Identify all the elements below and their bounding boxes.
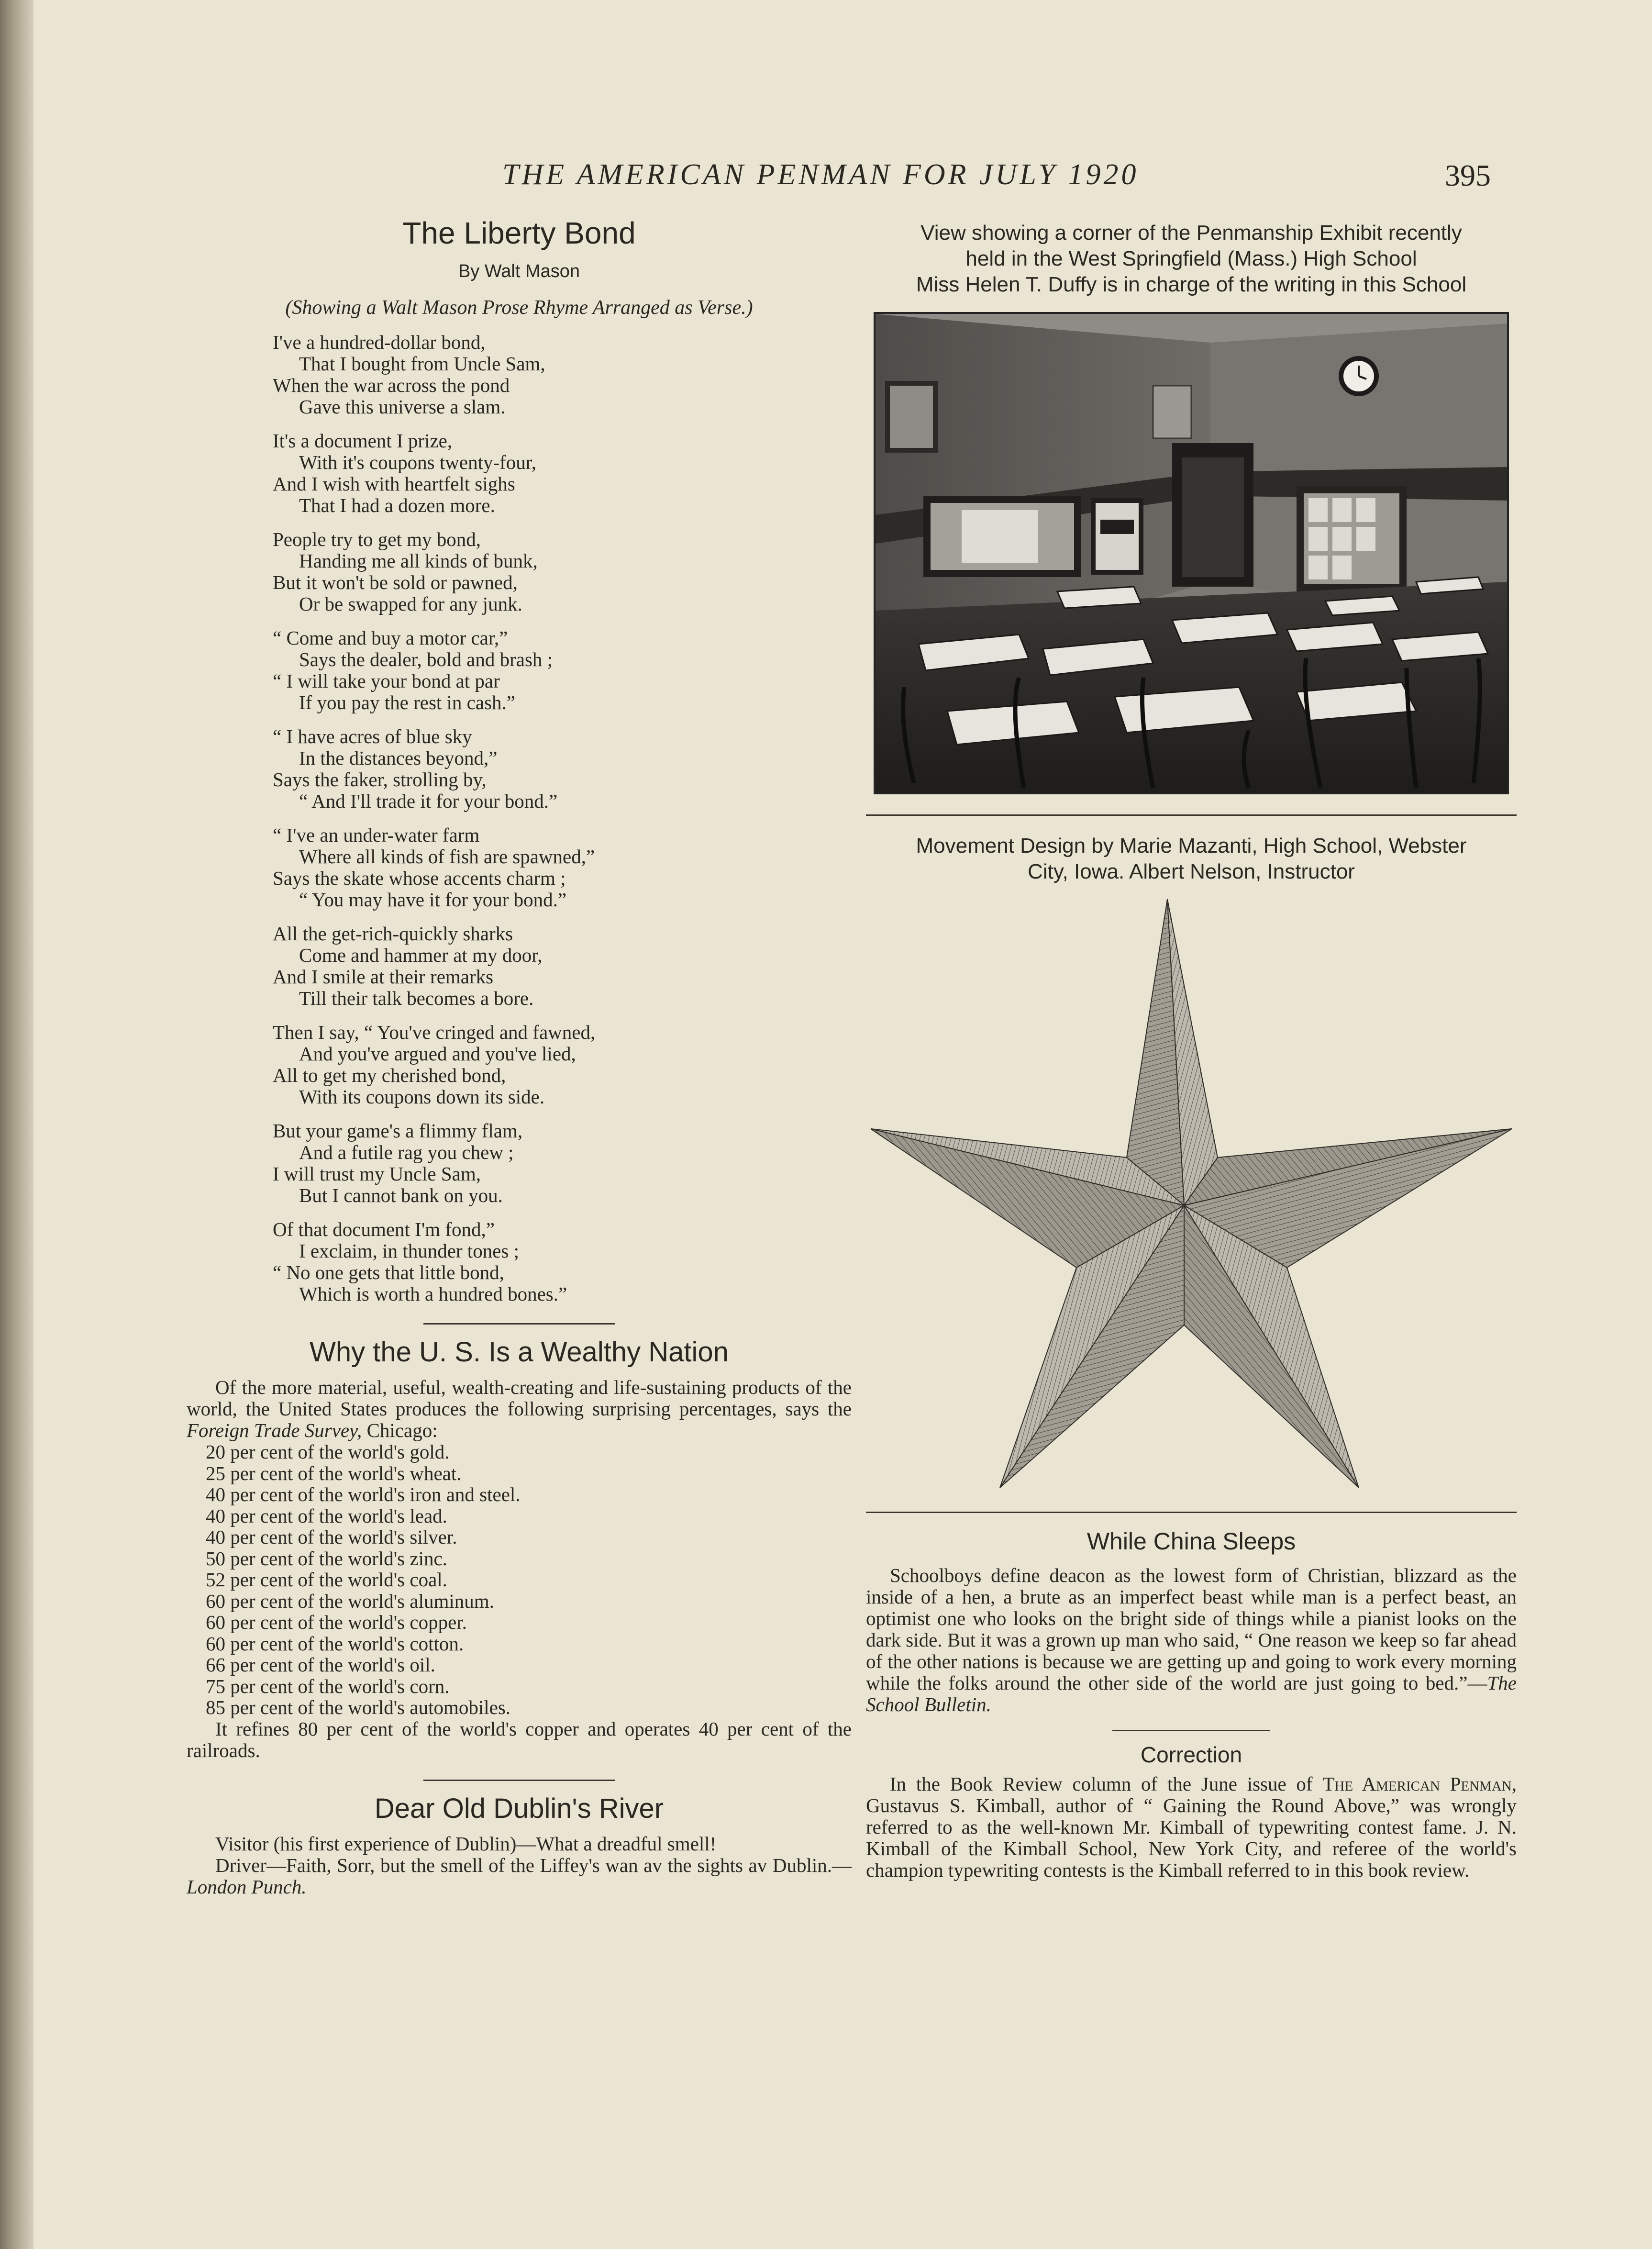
star-caption-line: Movement Design by Marie Mazanti, High School, Webster [916,834,1467,857]
correction-text: In the Book Review column of the June issue of [890,1773,1323,1795]
poem-line: Says the skate whose accents charm ; [273,867,566,889]
star-caption [866,833,1517,885]
poem-stanza [273,824,852,911]
list-item: 75 per cent of the world's corn. [206,1675,450,1697]
classroom-photo [874,312,1509,794]
magazine-name: The American Penman, [1322,1773,1517,1795]
poem-line: “ No one gets that little bond, [273,1261,504,1283]
poem-line: I will trust my Uncle Sam, [273,1163,481,1185]
liberty-bond-subtitle: (Showing a Walt Mason Prose Rhyme Arranged as Verse.) [285,297,753,319]
star-drawing [866,890,1517,1507]
poem-line: I've a hundred-dollar bond, [273,331,486,353]
correction-title: Correction [1140,1742,1242,1767]
section-divider [1112,1730,1270,1731]
poem-line: Or be swapped for any junk. [299,593,522,615]
liberty-bond-byline: By Walt Mason [458,261,580,281]
dublin-article [187,1793,852,1898]
poem-line: That I bought from Uncle Sam, [299,353,545,375]
poem-line: I exclaim, in thunder tones ; [299,1240,519,1262]
poem-line: People try to get my bond, [273,528,481,550]
poem-stanza [273,1219,852,1305]
poem-stanza [273,923,852,1009]
poem-stanza [273,529,852,615]
poem [187,332,852,1305]
poem-line: Then I say, “ You've cringed and fawned, [273,1021,596,1043]
poem-line: If you pay the rest in cash.” [299,691,515,713]
running-title: THE AMERICAN PENMAN FOR JULY 1920 [502,158,1139,191]
section-divider [866,1512,1517,1513]
wealthy-nation-article [187,1336,852,1761]
dublin-source: London Punch. [187,1875,307,1898]
poem-line: All the get-rich-quickly sharks [273,923,513,945]
wealthy-nation-intro [187,1377,852,1441]
china-body [866,1565,1517,1715]
list-item: 52 per cent of the world's coal. [206,1569,447,1591]
exhibit-caption-line: held in the West Springfield (Mass.) High School [965,247,1417,270]
poem-line: “ And I'll trade it for your bond.” [299,790,558,812]
poem-line: With it's coupons twenty-four, [299,451,537,473]
dublin-title: Dear Old Dublin's River [374,1793,664,1824]
poem-line: “ Come and buy a motor car,” [273,627,508,649]
wealthy-nation-title: Why the U. S. Is a Wealthy Nation [310,1336,729,1368]
section-divider [866,814,1517,816]
poem-stanza [273,1120,852,1206]
poem-stanza [273,332,852,418]
poem-line: But it won't be sold or pawned, [273,571,518,593]
star-caption-line: City, Iowa. Albert Nelson, Instructor [1028,860,1355,883]
list-item: 40 per cent of the world's lead. [206,1504,447,1527]
movement-star-design [866,890,1517,1507]
poem-line: And you've argued and you've lied, [299,1043,576,1065]
correction-body [866,1773,1517,1881]
percentage-list [206,1441,852,1718]
poem-line: All to get my cherished bond, [273,1064,506,1086]
poem-stanza [273,1022,852,1108]
poem-line: Till their talk becomes a bore. [299,987,534,1009]
poem-line: Handing me all kinds of bunk, [299,550,538,572]
section-divider [423,1323,615,1325]
list-item: 66 per cent of the world's oil. [206,1654,435,1676]
left-column [187,215,852,1898]
poem-line: But your game's a flimmy flam, [273,1120,523,1142]
poem-stanza [273,726,852,812]
intro-text-end: Chicago: [362,1419,438,1441]
poem-line: That I had a dozen more. [299,494,495,516]
liberty-bond-title: The Liberty Bond [402,216,636,250]
poem-line: Of that document I'm fond,” [273,1218,495,1240]
poem-stanza [273,430,852,516]
poem-line: “ I have acres of blue sky [273,725,472,747]
poem-line: “ I will take your bond at par [273,670,500,692]
page-number: 395 [1445,158,1491,192]
exhibit-caption-line: Miss Helen T. Duffy is in charge of the writing in this School [916,273,1467,296]
intro-source: Foreign Trade Survey, [187,1419,362,1441]
binding-gutter [0,0,33,2249]
poem-line: In the distances beyond,” [299,747,498,769]
poem-line: Which is worth a hundred bones.” [299,1283,567,1305]
poem-line: Says the faker, strolling by, [273,768,487,790]
china-article [866,1527,1517,1715]
list-item: 60 per cent of the world's copper. [206,1611,467,1633]
china-source: The School Bulletin. [866,1672,1517,1715]
dublin-driver-line [187,1855,852,1898]
poem-line: Gave this universe a slam. [299,396,506,418]
china-body-text: Schoolboys define deacon as the lowest form of Christian, blizzard as the inside of a hen, a brute as an imperfect beast while man is a perfect beast, an optimist one who looks on the bright side of things while a pianist looks on the dark side. But it was a grown up man who said, “ One reason we keep so far ahead of the other nations is because we are getting up and going to work every morning while the folks around the other side of the world are just going to bed.”— [866,1564,1517,1694]
section-divider [423,1780,615,1781]
classroom-photo-illustration [876,314,1507,792]
poem-line: Come and hammer at my door, [299,944,543,966]
poem-line: Says the dealer, bold and brash ; [299,648,553,670]
list-item: 40 per cent of the world's iron and steel. [206,1483,521,1505]
poem-line: Where all kinds of fish are spawned,” [299,846,595,868]
list-item: 60 per cent of the world's cotton. [206,1632,464,1655]
magazine-page [33,0,1652,2249]
poem-line: “ I've an under-water farm [273,824,480,846]
correction-text-end: Gustavus S. Kimball, author of “ Gaining the Round Above,” was wrongly referred to as the well-known Mr. Kimball of typewriting contest fame. J. N. Kimball of the Kimball School, New York City, and referee of the world's champion typewriting contests is the Kimball referred to in this book review. [866,1794,1517,1881]
poem-line: It's a document I prize, [273,430,453,452]
list-item: 50 per cent of the world's zinc. [206,1547,447,1570]
exhibit-caption [866,220,1517,298]
poem-line: And I wish with heartfelt sighs [273,473,515,495]
list-item: 60 per cent of the world's aluminum. [206,1590,494,1612]
poem-line: When the war across the pond [273,374,510,396]
poem-line: “ You may have it for your bond.” [299,889,567,911]
china-title: While China Sleeps [1087,1528,1296,1555]
intro-text: Of the more material, useful, wealth-creating and life-sustaining products of the world, the United States produces the following surprising percentages, says the [187,1376,852,1420]
poem-line: With its coupons down its side. [299,1086,545,1108]
list-item: 25 per cent of the world's wheat. [206,1462,462,1484]
list-item: 20 per cent of the world's gold. [206,1441,450,1463]
wealthy-nation-closing: It refines 80 per cent of the world's copper and operates 40 per cent of the railroads. [187,1717,852,1761]
poem-line: And a futile rag you chew ; [299,1141,514,1163]
driver-text: Driver—Faith, Sorr, but the smell of the Liffey's wan av the sights av Dublin.— [215,1854,852,1876]
list-item: 85 per cent of the world's automobiles. [206,1696,511,1718]
right-column [866,220,1517,1881]
exhibit-caption-line: View showing a corner of the Penmanship Exhibit recently [920,221,1462,245]
list-item: 40 per cent of the world's silver. [206,1526,457,1548]
dublin-visitor-line: Visitor (his first experience of Dublin)—What a dreadful smell! [215,1832,717,1855]
poem-stanza [273,627,852,713]
liberty-bond-article [187,215,852,1305]
poem-line: But I cannot bank on you. [299,1184,503,1206]
correction-article [866,1742,1517,1881]
poem-line: And I smile at their remarks [273,966,494,988]
